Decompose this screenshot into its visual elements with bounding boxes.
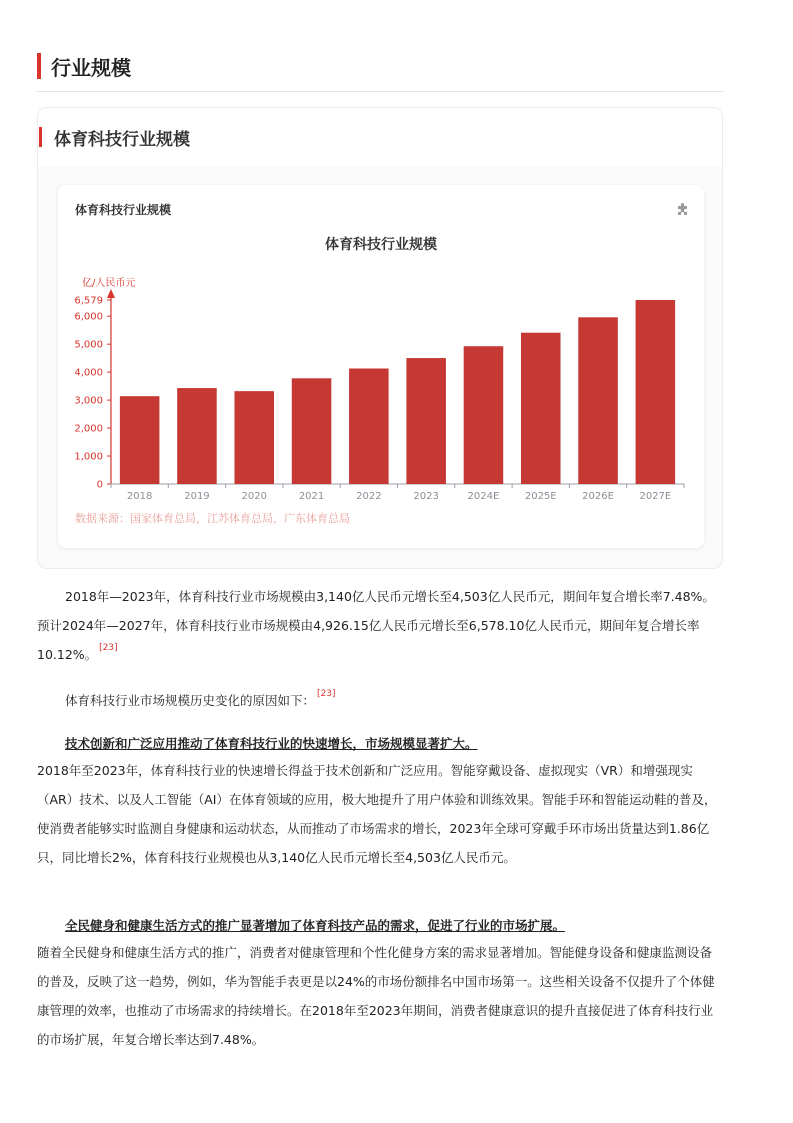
bar <box>521 333 561 484</box>
y-axis-label: 亿/人民币元 <box>82 278 136 289</box>
chart-card <box>37 107 723 569</box>
x-tick-label: 2023 <box>413 491 439 502</box>
bar-chart <box>58 185 704 548</box>
bar <box>406 358 446 484</box>
citation-ref[interactable]: [23] <box>317 689 336 699</box>
section-divider <box>37 91 723 92</box>
x-tick-label: 2025E <box>524 491 557 502</box>
chart-source: 数据来源：国家体育总局，江苏体育总局，广东体育总局 <box>75 512 350 525</box>
heading-accent-bar <box>37 53 41 79</box>
y-tick-label: 5,000 <box>74 339 103 351</box>
y-tick-label: 1,000 <box>74 451 103 463</box>
y-tick-label: 6,000 <box>74 311 103 323</box>
y-tick-label: 0 <box>96 479 103 491</box>
y-tick-label: 2,000 <box>74 423 103 435</box>
paragraph-summary <box>37 582 723 669</box>
bar <box>292 378 332 484</box>
x-tick-label: 2021 <box>298 491 325 502</box>
card-title: 体育科技行业规模 <box>54 129 190 150</box>
y-tick-label: 4,000 <box>74 367 103 379</box>
y-axis-arrow <box>107 289 115 298</box>
bar <box>636 300 676 484</box>
bar <box>177 388 217 484</box>
chart-title: 体育科技行业规模 <box>325 237 437 253</box>
bar <box>120 396 160 484</box>
paragraph-reasons-intro <box>37 686 723 715</box>
x-tick-label: 2027E <box>639 491 672 502</box>
subheading-tech-innovation: 技术创新和广泛应用推动了体育科技行业的快速增长，市场规模显著扩大。 <box>65 736 478 751</box>
y-tick-label: 3,000 <box>74 395 103 407</box>
chart-container <box>58 185 704 548</box>
section-title: 行业规模 <box>51 55 131 80</box>
card-accent-bar <box>39 127 42 147</box>
x-tick-label: 2022 <box>356 491 382 502</box>
paragraph-tech-innovation: 2018年至2023年，体育科技行业的快速增长得益于技术创新和广泛应用。智能穿戴设备、虚拟现实（VR）和增强现实（AR）技术、以及人工智能（AI）在体育领域的应用，极大地提升了用户体验和训练效果。智能手环和智能运动鞋的普及，使消费者能够实时监测自身健康和运动状态，从而推动了市场需求的增长，2023年全球可穿戴手环市场出货量达到1.86亿只，同比增长2%，体育科技行业规模也从3,140亿人民币元增长至4,503亿人民币元。 <box>37 763 717 865</box>
citation-ref[interactable]: [23] <box>99 643 118 653</box>
reasons-intro-text: 体育科技行业市场规模历史变化的原因如下： <box>65 693 316 708</box>
paragraph-national-fitness: 随着全民健身和健康生活方式的推广，消费者对健康管理和个性化健身方案的需求显著增加。智能健身设备和健康监测设备的普及，反映了这一趋势，例如，华为智能手表更是以24%的市场份额排名中国市场第一。这些相关设备不仅提升了个体健康管理的效率，也推动了市场需求的持续增长。在2018年至2023年期间，消费者健康意识的提升直接促进了体育科技行业的市场扩展，年复合增长率达到7.48%。 <box>37 945 715 1047</box>
section-heading <box>37 52 131 80</box>
bar <box>464 346 504 484</box>
x-tick-label: 2026E <box>582 491 614 502</box>
bar <box>234 391 274 484</box>
y-tick-label: 6,579 <box>74 295 103 307</box>
x-tick-label: 2019 <box>184 491 210 502</box>
bar <box>349 368 389 484</box>
x-tick-label: 2020 <box>241 491 267 502</box>
x-tick-label: 2018 <box>126 491 153 502</box>
summary-text: 2018年—2023年，体育科技行业市场规模由3,140亿人民币元增长至4,503亿人民币元，期间年复合增长率7.48%。预计2024年—2027年，体育科技行业市场规模由4,926.15亿人民币元增长至6,578.10亿人民币元，期间年复合增长率10.12%。 <box>37 589 715 662</box>
puzzle-icon[interactable] <box>675 201 691 217</box>
subheading-national-fitness: 全民健身和健康生活方式的推广显著增加了体育科技产品的需求，促进了行业的市场扩展。 <box>65 918 566 933</box>
x-tick-label: 2024E <box>467 491 500 502</box>
bar <box>578 317 618 484</box>
card-header <box>38 108 722 166</box>
chart-box-label: 体育科技行业规模 <box>75 203 172 217</box>
